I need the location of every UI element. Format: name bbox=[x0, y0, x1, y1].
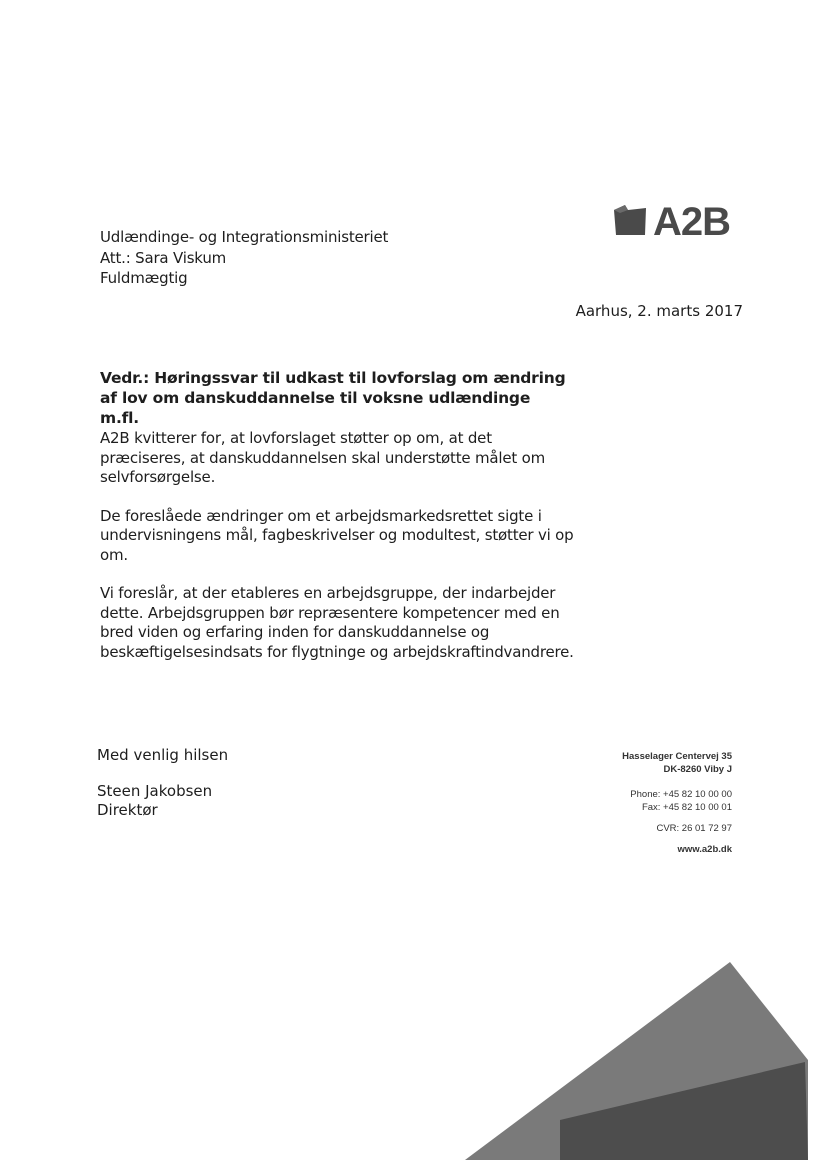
body-paragraph: A2B kvitterer for, at lovforslaget støtter op om, at det præciseres, at danskuddannelsen skal understøtte målet om selvforsørgelse. bbox=[100, 429, 546, 486]
recipient-title: Fuldmægtig bbox=[100, 269, 188, 287]
body-paragraph: Vi foreslår, at der etableres en arbejdsgruppe, der indarbejder dette. Arbejdsgruppen bør repræsentere kompetencer med en bred viden og erfaring inden for danskuddannelse og beskæftigelsesindsats for flygtninge og arbejdskraftindvandrere. bbox=[100, 584, 574, 661]
body-paragraph: De foreslåede ændringer om et arbejdsmarkedsrettet sigte i undervisningens mål, fagbeskrivelser og modultest, støtter vi op om. bbox=[100, 506, 574, 564]
recipient-organisation: Udlændinge- og Integrationsministeriet bbox=[100, 228, 389, 246]
closing-greeting: Med venlig hilsen bbox=[97, 746, 229, 764]
letter-date: Aarhus, 2. marts 2017 bbox=[575, 302, 743, 320]
signer-role: Direktør bbox=[97, 801, 158, 819]
logo-text: A2B bbox=[653, 200, 731, 244]
recipient-attention: Att.: Sara Viskum bbox=[100, 248, 227, 267]
contact-fax: Fax: +45 82 10 00 01 bbox=[641, 802, 732, 813]
letter-subject: Vedr.: Høringssvar til udkast til lovforslag om ændring af lov om danskuddannelse til voksne udlændinge m.fl. bbox=[100, 369, 566, 427]
contact-web[interactable]: www.a2b.dk bbox=[677, 844, 732, 855]
contact-cvr: CVR: 26 01 72 97 bbox=[656, 823, 732, 834]
contact-city: DK-8260 Viby J bbox=[663, 764, 732, 775]
contact-phone: Phone: +45 82 10 00 00 bbox=[630, 789, 732, 800]
signer-name: Steen Jakobsen bbox=[97, 782, 213, 800]
contact-street: Hasselager Centervej 35 bbox=[622, 751, 732, 762]
